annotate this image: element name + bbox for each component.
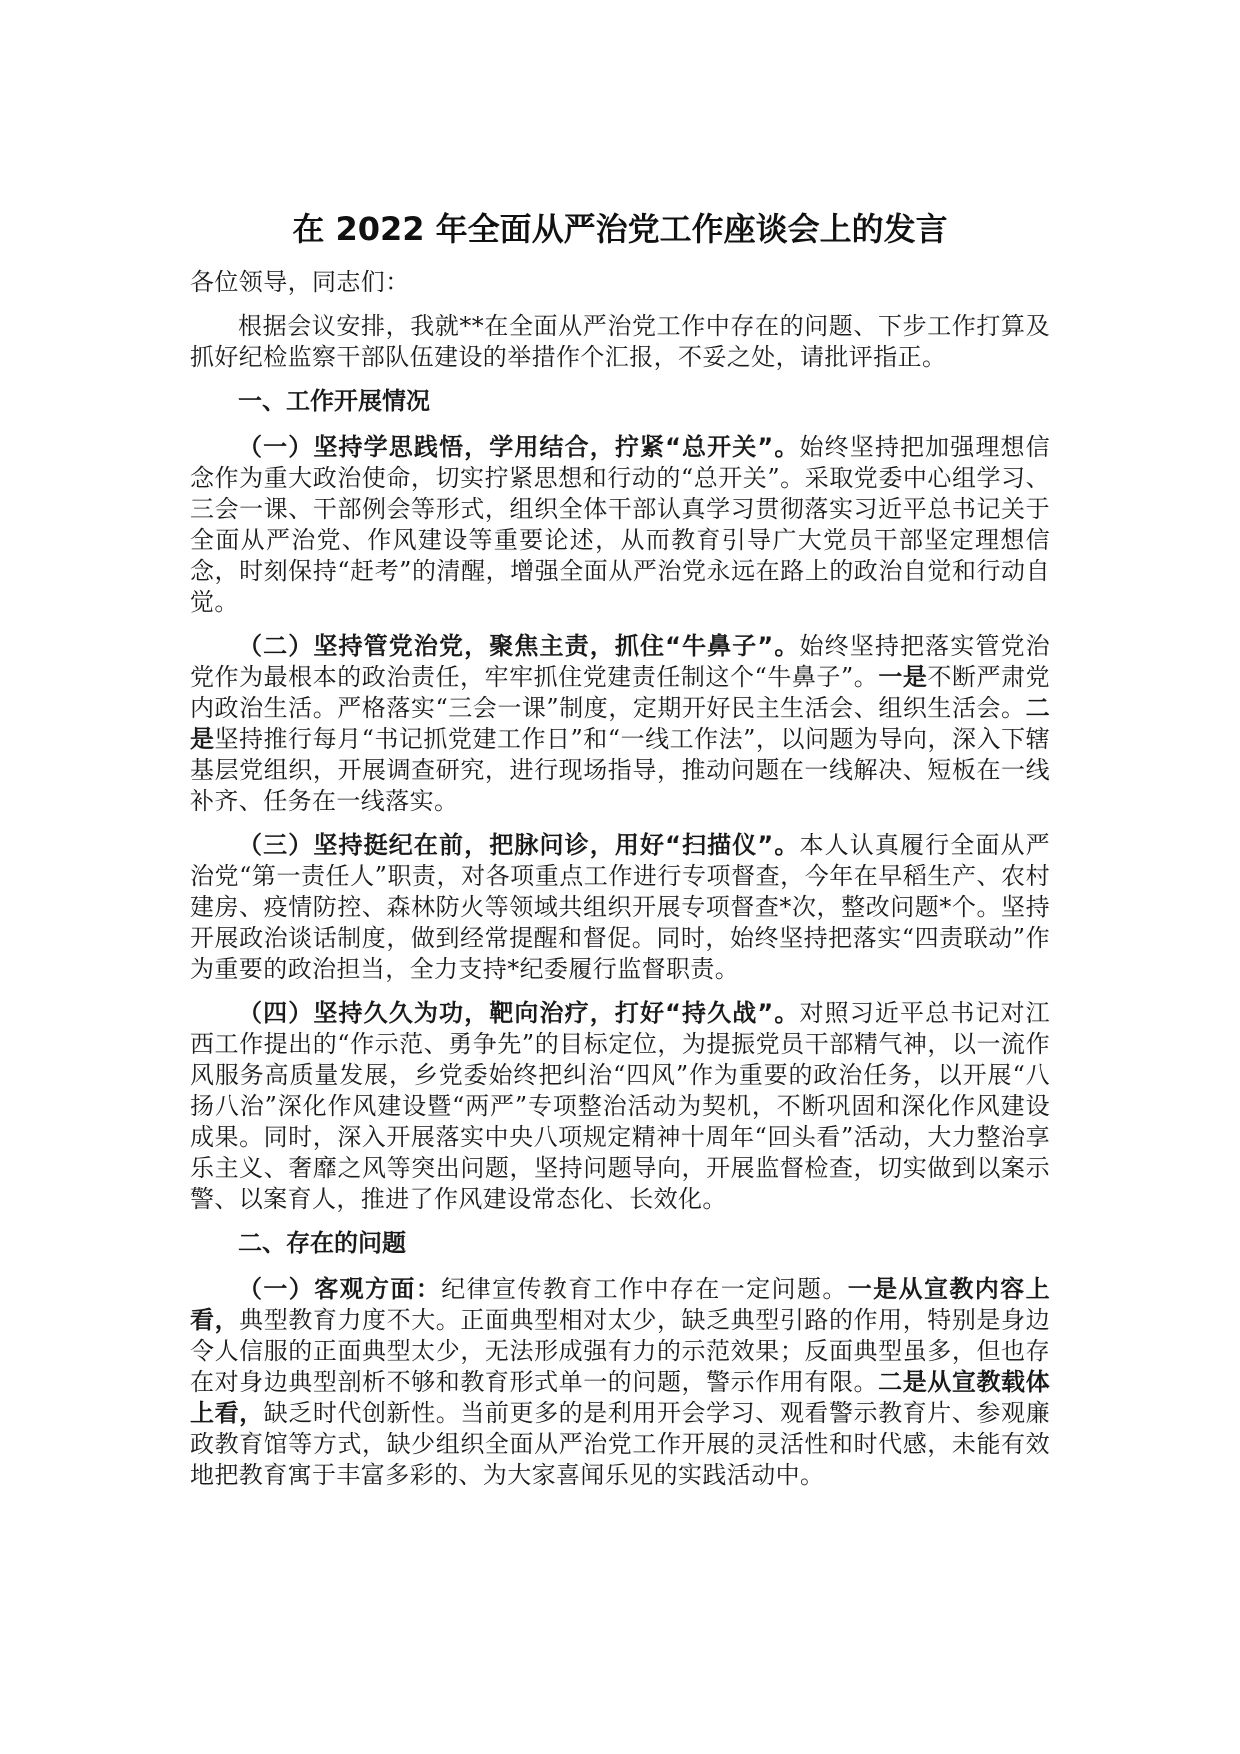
item-body: 缺乏时代创新性。当前更多的是利用开会学习、观看警示教育片、参观廉政教育馆等方式，缺少组织全面从严治党工作开展的灵活性和时代感，未能有效地把教育寓于丰富多彩的、为大家喜闻乐见的实践活动中。 bbox=[190, 1399, 1050, 1489]
item-lead: （一）坚持学思践悟，学用结合，拧紧“总开关”。 bbox=[238, 433, 800, 461]
document-title: 在 2022 年全面从严治党工作座谈会上的发言 bbox=[292, 210, 948, 248]
section2-item-1 bbox=[190, 1274, 1050, 1491]
section-heading-2: 二、存在的问题 bbox=[238, 1229, 406, 1257]
item-marker: 二是 bbox=[190, 694, 1050, 753]
intro-paragraph: 根据会议安排，我就**在全面从严治党工作中存在的问题、下步工作打算及抓好纪检监察干部队伍建设的举措作个汇报，不妥之处，请批评指正。 bbox=[190, 312, 1050, 371]
document-page bbox=[190, 205, 1050, 1504]
section1-item-4 bbox=[190, 998, 1050, 1215]
item-body: 坚持推行每月“书记抓党建工作日”和“一线工作法”，以问题为导向，深入下辖基层党组织，开展调查研究，进行现场指导，推动问题在一线解决、短板在一线补齐、任务在一线落实。 bbox=[190, 725, 1050, 815]
section1-item-3 bbox=[190, 830, 1050, 985]
section1-item-1 bbox=[190, 432, 1050, 618]
section1-item-2 bbox=[190, 631, 1050, 817]
item-marker: 二是从宣教载体上看， bbox=[190, 1368, 1050, 1427]
salutation: 各位领导，同志们： bbox=[190, 268, 410, 296]
section-heading-1: 一、工作开展情况 bbox=[238, 387, 430, 415]
item-body: 纪律宣传教育工作中存在一定问题。 bbox=[441, 1275, 848, 1303]
item-body: 典型教育力度不大。正面典型相对太少，缺乏典型引路的作用，特别是身边令人信服的正面典型太少，无法形成强有力的示范效果；反面典型虽多，但也存在对身边典型剖析不够和教育形式单一的问题，警示作用有限。 bbox=[190, 1306, 1050, 1396]
item-lead: （二）坚持管党治党，聚焦主责，抓住“牛鼻子”。 bbox=[238, 632, 800, 660]
item-marker: 一是从宣教内容上看， bbox=[190, 1275, 1050, 1334]
item-lead: （三）坚持挺纪在前，把脉问诊，用好“扫描仪”。 bbox=[238, 831, 800, 859]
item-body: 不断严肃党内政治生活。严格落实“三会一课”制度，定期开好民主生活会、组织生活会。 bbox=[190, 663, 1050, 722]
item-body: 本人认真履行全面从严治党“第一责任人”职责，对各项重点工作进行专项督查，今年在早稻生产、农村建房、疫情防控、森林防火等领域共组织开展专项督查*次，整改问题*个。坚持开展政治谈话制度，做到经常提醒和督促。同时，始终坚持把落实“四责联动”作为重要的政治担当，全力支持*纪委履行监督职责。 bbox=[190, 831, 1051, 983]
item-body: 对照习近平总书记对江西工作提出的“作示范、勇争先”的目标定位，为提振党员干部精气神，以一流作风服务高质量发展，乡党委始终把纠治“四风”作为重要的政治任务，以开展“八扬八治”深化作风建设暨“两严”专项整治活动为契机，不断巩固和深化作风建设成果。同时，深入开展落实中央八项规定精神十周年“回头看”活动，大力整治享乐主义、奢靡之风等突出问题，坚持问题导向，开展监督检查，切实做到以案示警、以案育人，推进了作风建设常态化、长效化。 bbox=[190, 999, 1051, 1213]
item-body: 始终坚持把落实管党治党作为最根本的政治责任，牢牢抓住党建责任制这个“牛鼻子”。 bbox=[190, 632, 1051, 691]
item-lead: （一）客观方面： bbox=[238, 1275, 442, 1303]
item-marker: 一是 bbox=[878, 663, 928, 691]
item-body: 始终坚持把加强理想信念作为重大政治使命，切实拧紧思想和行动的“总开关”。采取党委中心组学习、三会一课、干部例会等形式，组织全体干部认真学习贯彻落实习近平总书记关于全面从严治党、作风建设等重要论述，从而教育引导广大党员干部坚定理想信念，时刻保持“赶考”的清醒，增强全面从严治党永远在路上的政治自觉和行动自觉。 bbox=[190, 433, 1051, 616]
item-lead: （四）坚持久久为功，靶向治疗，打好“持久战”。 bbox=[238, 999, 800, 1027]
